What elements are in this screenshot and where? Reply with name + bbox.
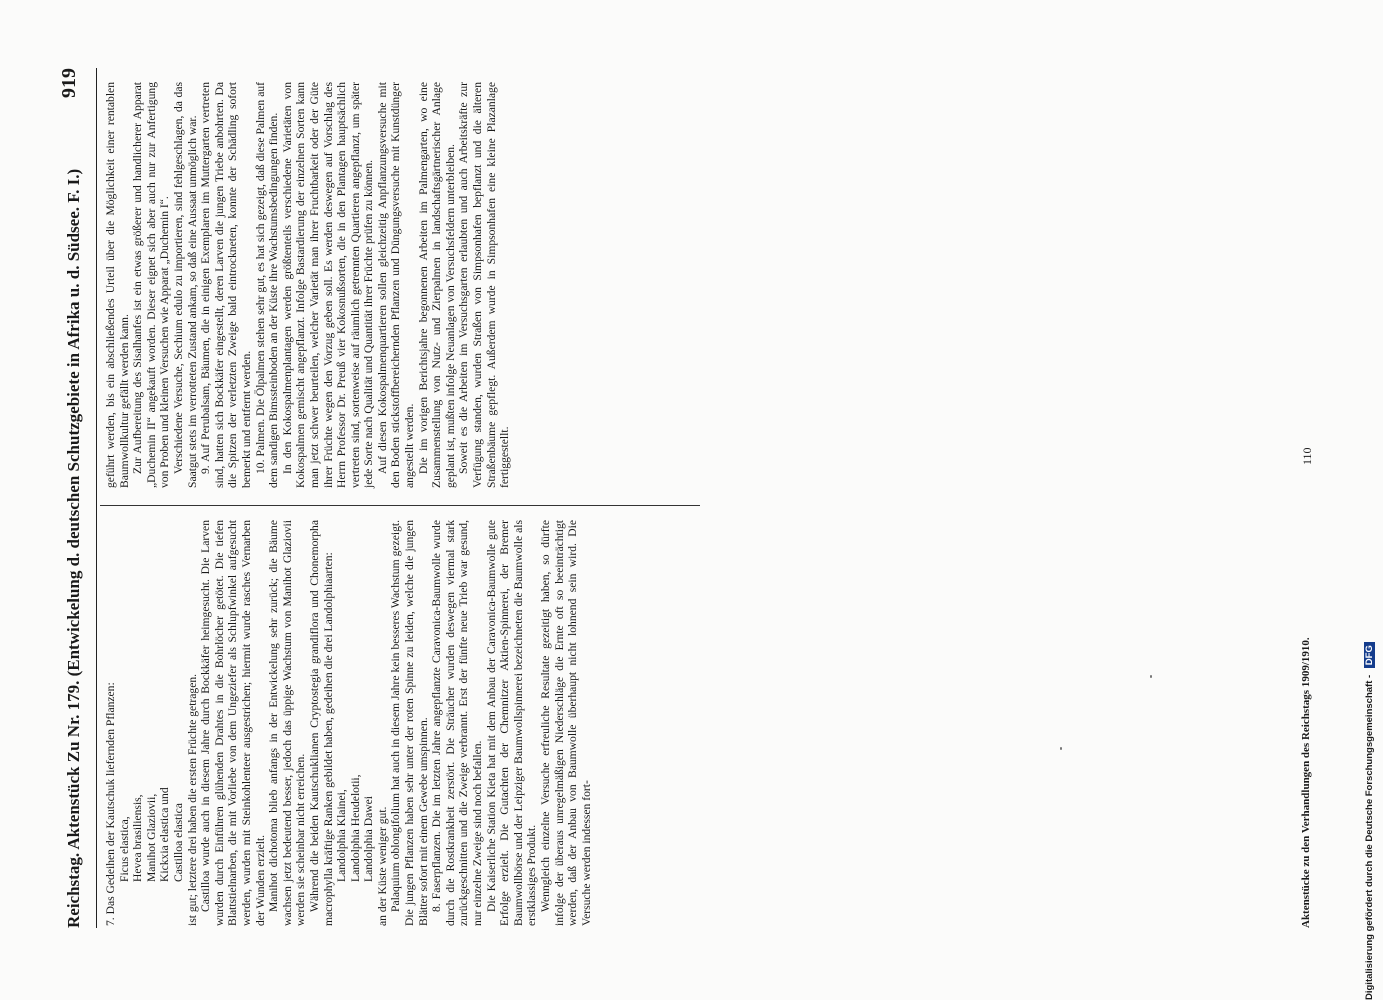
paragraph: 7. Das Gedeihen der Kautschuk liefernden Pflanzen: — [104, 682, 117, 926]
header-title: Reichstag. Aktenstück Zu Nr. 179. (Entwickelung d. deutschen Schutzgebiete in Afrika u. d. Südsee. F. I.) — [64, 168, 83, 928]
list-item: Ficus elastica, — [117, 816, 131, 882]
paragraph: Castilloa wurde auch in diesem Jahre durch Bockkäfer heimgesucht. Die Larven wurden durch Einführen glühenden Drahtes in die Bohrlöcher getötet. Die tiefen Blattstielnarben, die mit Vorliebe von dem Ungeziefer als Schlupfwinkel aufgesucht werden, wurden mit Steinkohlenteer ausgestrichen; hiermit wurde rasches Vernarben der Wunden erzielt. — [199, 520, 267, 926]
paragraph: Soweit es die Arbeiten im Versuchsgarten erlaubten und auch Arbeitskräfte zur Verfügung standen, wurden Straßen von Simpsonhafen bepflanzt und die älteren Straßenbäume gepflegt. Außerdem wurde in Simpsonhafen eine kleine Plazanlage fertiggestellt. — [457, 82, 512, 488]
list-item: Landolphia Dawei — [362, 796, 376, 882]
footer-page-number: 110 — [1300, 447, 1314, 465]
list-item: Landolphia Klainei, — [335, 789, 349, 882]
scan-speck — [1150, 675, 1152, 678]
plant-list — [335, 520, 376, 926]
credit-text: Digitalisierung gefördert durch die Deutsche Forschungsgemeinschaft - — [1364, 674, 1375, 1000]
plant-list — [118, 520, 186, 926]
header-rule — [96, 68, 97, 928]
footer-source: Aktenstücke zu den Verhandlungen des Reichstags 1909/1910. — [1300, 637, 1312, 928]
paragraph: Manihot dichotoma blieb anfangs in der Entwickelung sehr zurück; die Bäume wachsen jetzt bedeutend besser, jedoch das üppige Wachstum von Manihot Glaziovii werden sie scheinbar nicht erreichen. — [267, 520, 308, 926]
paragraph: In den Kokospalmenplantagen werden größtenteils verschiedene Varietäten von Kokospalmen gemischt angepflanzt. Infolge Bastardierung der einzelnen Sorten kann man jetzt schwer beurteilen, welcher Varietät man ihrer Fruchtbarkeit oder der Güte ihrer Früchte wegen den Vorzug geben soll. Es werden deswegen auf Vorschlag des Herrn Professor Dr. Preuß vier Kokosnußsorten, die in den Plantagen hauptsächlich vertreten sind, sortenweise auf räumlich getrennten Quartieren angepflanzt, um später jede Sorte nach Qualität und Quantität ihrer Früchte prüfen zu können. — [280, 82, 376, 488]
dfg-logo: DFG — [1364, 642, 1375, 668]
paragraph: 9. Auf Perubalsam, Bäumen, die in einigen Exemplaren im Muttergarten vertreten sind, hatten sich Bockkäfer eingestellt, deren Larven die jungen Triebe anbohrten. Da die Spitzen der verletzten Zweige bald eintrockneten, konnte der Schädling sofort bemerkt und entfernt werden. — [199, 82, 253, 488]
column-divider — [100, 505, 700, 506]
header-page-number: 919 — [58, 68, 80, 98]
paragraph: Die Kaiserliche Station Kieta hat mit dem Anbau der Caravonica-Baumwolle gute Erfolge erzielt. Die Gutachten der Chemnitzer Aktien-Spinnerei, der Bremer Baumwollbörse und der Leipziger Baumwollspinnerei bezeichneten die Baumwolle als erstklassiges Produkt. — [484, 520, 539, 926]
paragraph: ist gut; letztere drei haben die ersten Früchte getragen. — [185, 673, 199, 926]
paragraph: Die im vorigen Berichtsjahre begonnenen Arbeiten im Palmengarten, wo eine Zusammenstellung von Nutz- und Zierpalmen in landschaftsgärtnerischer Anlage geplant ist, mußten infolge Neuanlagen von Versuchsfeldern unterbleiben. — [416, 82, 457, 488]
paragraph: Palaquium oblongifolium hat auch in diesem Jahre kein besseres Wachstum gezeigt. Die jungen Pflanzen haben sehr unter der roten Spinne zu leiden, welche die jungen Blätter sofort mit einem Gewebe umspinnen. — [389, 520, 430, 926]
paragraph: Auf diesen Kokospalmenquartieren sollen gleichzeitig Anpflanzungsversuche mit den Boden stickstoffbereichernden Pflanzen und Düngungsversuche mit Kunstdünger angestellt werden. — [375, 82, 417, 488]
list-item: Kickxia elastica und — [158, 787, 172, 882]
running-header — [58, 68, 94, 928]
list-item: Manihot Glaziovii, — [144, 793, 158, 882]
paragraph: 10. Palmen. Die Ölpalmen stehen sehr gut, es hat sich gezeigt, daß diese Palmen auf dem sandigen Bimssteinboden an der Küste ihre Wachstumsbedingungen finden. — [253, 82, 281, 488]
paragraph: geführt werden, bis ein abschließendes Urteil über die Möglichkeit einer rentablen Baumwollkultur gefällt werden kann. — [104, 82, 131, 488]
paragraph: Zur Aufbereitung des Sisalhanfes ist ein etwas größerer und handlicherer Apparat „Duchemin II“ angekauft worden. Dieser eignet sich aber auch nur zur Anfertigung von Proben und kleinen Versuchen wie Apparat „Duchemin I“. — [131, 82, 172, 488]
list-item: Castilloa elastica — [171, 803, 185, 882]
right-column — [104, 82, 512, 488]
list-item: Landolphia Heudelotii, — [348, 774, 362, 882]
paragraph: 8. Faserpflanzen. Die im letzten Jahre angepflanzte Caravonica-Baumwolle wurde durch die Rostkrankheit zerstört. Die Sträucher wurden deswegen viermal stark zurückgeschnitten und die Zweige verbrannt. Erst der fünfte neue Trieb war gesund, nur einzelne Zweige sind noch befallen. — [430, 520, 485, 926]
paragraph: Während die beiden Kautschuklianen Cryptostegia grandiflora und Chonemorpha macrophylla kräftige Ranken gebildet haben, gedeihen die drei Landolphiaarten: — [307, 520, 335, 926]
credit-line — [1364, 40, 1375, 1000]
paragraph: Wenngleich einzelne Versuche erfreuliche Resultate gezeitigt haben, so dürfte infolge der überaus unregelmäßigen Niederschläge die Ernte oft so beeinträchtigt werden, daß der Anbau von Baumwolle überhaupt nicht lohnend sein wird. Die Versuche werden indessen fort- — [539, 520, 593, 926]
paragraph: an der Küste weniger gut. — [375, 806, 389, 926]
list-item: Hevea brasiliensis, — [131, 794, 145, 882]
left-column — [104, 520, 593, 926]
credit-strip — [1360, 0, 1383, 1000]
paragraph: Verschiedene Versuche, Sechium edulo zu importieren, sind fehlgeschlagen, da das Saatgut stets im verrotteten Zustand ankam, so daß eine Aussaat unmöglich war. — [171, 82, 199, 488]
scan-speck — [1060, 747, 1062, 750]
